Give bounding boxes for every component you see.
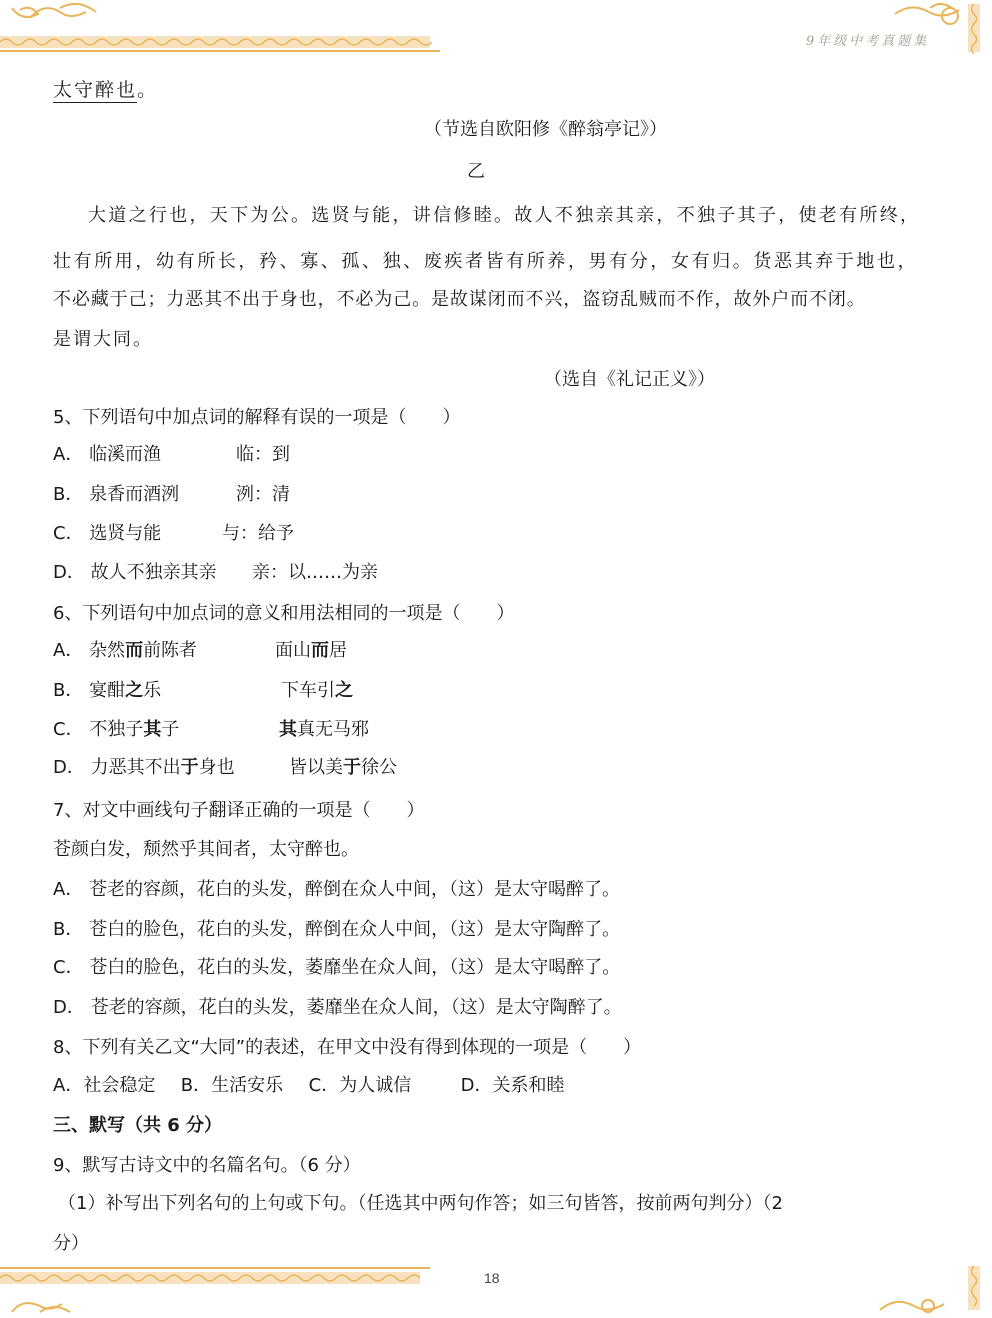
period: 。 <box>137 79 159 101</box>
option-label: D． <box>53 757 85 778</box>
dotted-word: 之 <box>335 680 353 701</box>
dotted-word: 而 <box>311 640 329 661</box>
q6-option-d <box>53 756 235 780</box>
option-text: 为人诚信 <box>339 1075 412 1096</box>
cloud-ornament-icon <box>12 4 96 18</box>
footer-ornament <box>0 1262 992 1314</box>
option-label: A． <box>53 1075 84 1096</box>
option-label: C． <box>53 523 84 544</box>
source-a: （节选自欧阳修《醉翁亭记》） <box>424 119 667 140</box>
option-label: D． <box>460 1075 493 1096</box>
text-part: 杂然 <box>89 640 126 661</box>
option-label: B． <box>53 680 84 701</box>
q5-option-a <box>53 443 161 467</box>
text-part: 不独子 <box>89 719 144 740</box>
q9-stem: 9、默写古诗文中的名篇名句。（6 分） <box>53 1155 361 1176</box>
option-label: B． <box>53 484 84 505</box>
dotted-word: 其 <box>279 719 297 740</box>
passage-a-last-line <box>53 78 158 102</box>
passage-b-line: 壮有所用，幼有所长，矜、寡、孤、独、废疾者皆有所养，男有分，女有归。货恶其弃于地也， <box>53 251 919 272</box>
q5-option-d-gloss: 亲：以……为亲 <box>252 562 378 583</box>
dotted-word: 之 <box>125 680 144 701</box>
q6-option-d-right <box>289 756 397 780</box>
q6-option-b-right <box>281 679 353 703</box>
q6-option-a <box>53 639 197 663</box>
q9-sub1-line2: 分） <box>53 1233 89 1254</box>
footer-border-svg <box>0 1262 992 1314</box>
q6-option-c-right <box>279 718 369 742</box>
option-phrase: 临溪而渔 <box>89 444 162 465</box>
text-part: 徐公 <box>361 757 397 778</box>
option-text: 生活安乐 <box>211 1075 284 1096</box>
q7-option-d <box>53 996 622 1020</box>
q5-option-a-gloss: 临：到 <box>236 444 290 465</box>
text-part: 面山 <box>275 640 311 661</box>
q6-option-a-right <box>275 639 347 663</box>
option-label: B． <box>180 1075 212 1096</box>
option-text: 苍白的脸色，花白的头发，萎靡坐在众人间，（这）是太守喝醉了。 <box>89 957 621 978</box>
q6-option-c <box>53 718 179 742</box>
option-text: 苍白的脸色，花白的头发，醉倒在众人中间，（这）是太守陶醉了。 <box>89 919 621 940</box>
text-part: 下车引 <box>281 680 335 701</box>
dotted-word: 于 <box>343 757 361 778</box>
text-part: 身也 <box>198 757 235 778</box>
q9-sub1-line1: （1）补写出下列名句的上句或下句。（任选其中两句作答；如三句皆答，按前两句判分）（2 <box>58 1193 783 1214</box>
option-text: 关系和睦 <box>492 1075 565 1096</box>
option-text: 社会稳定 <box>83 1075 156 1096</box>
option-text: 苍老的容颜，花白的头发，醉倒在众人中间，（这）是太守喝醉了。 <box>89 879 621 900</box>
text-part: 宴酣 <box>89 680 126 701</box>
q8-options <box>53 1074 565 1098</box>
underlined-sentence: 太守醉也 <box>53 79 138 101</box>
source-b: （选自《礼记正义》） <box>544 369 715 390</box>
text-part: 前陈者 <box>143 640 198 661</box>
text-part: 乐 <box>143 680 162 701</box>
option-label: D． <box>53 562 85 583</box>
dotted-word: 其 <box>143 719 162 740</box>
text-part: 力恶其不出 <box>90 757 181 778</box>
q5-stem: 5、下列语句中加点词的解释有误的一项是（ ） <box>53 407 461 428</box>
q6-stem: 6、下列语句中加点词的意义和用法相同的一项是（ ） <box>53 603 515 624</box>
option-label: A． <box>53 640 84 661</box>
q8-stem: 8、下列有关乙文“大同”的表述，在甲文中没有得到体现的一项是（ ） <box>53 1037 642 1058</box>
q7-option-a <box>53 878 620 902</box>
option-text: 苍老的容颜，花白的头发，萎靡坐在众人间，（这）是太守陶醉了。 <box>90 997 622 1018</box>
option-phrase: 泉香而酒洌 <box>89 484 180 505</box>
q5-option-b <box>53 483 179 507</box>
passage-b-title: 乙 <box>467 161 485 182</box>
text-part: 居 <box>329 640 347 661</box>
q5-option-b-gloss: 洌：清 <box>236 484 290 505</box>
cloud-ornament-footer-icon <box>12 1300 944 1312</box>
option-phrase: 选贤与能 <box>89 523 162 544</box>
text-part: 真无马邪 <box>297 719 369 740</box>
header-title: 9年级中考真题集 <box>806 34 930 49</box>
option-label: A． <box>53 879 84 900</box>
option-label: C． <box>308 1075 340 1096</box>
q5-option-c <box>53 522 161 546</box>
passage-b-line: 大道之行也，天下为公。选贤与能，讲信修睦。故人不独亲其亲，不独子其子，使老有所终， <box>88 205 921 226</box>
q7-option-c <box>53 956 620 980</box>
option-label: A． <box>53 444 84 465</box>
cloud-ornament-right-icon <box>895 4 959 24</box>
option-label: C． <box>53 957 84 978</box>
q7-sentence: 苍颜白发，颓然乎其间者，太守醉也。 <box>53 839 359 860</box>
q7-option-b <box>53 918 620 942</box>
q7-stem: 7、对文中画线句子翻译正确的一项是（ ） <box>53 800 425 821</box>
passage-b-line: 不必藏于己；力恶其不出于身也，不必为己。是故谋闭而不兴，盗窃乱贼而不作，故外户而不闭。 <box>53 289 866 310</box>
dotted-word: 于 <box>180 757 199 778</box>
section-3-title: 三、默写（共 6 分） <box>53 1115 223 1136</box>
text-part: 皆以美 <box>289 757 343 778</box>
option-label: C． <box>53 719 84 740</box>
passage-b-line: 是谓大同。 <box>53 329 153 350</box>
option-label: B． <box>53 919 84 940</box>
dotted-word: 而 <box>125 640 144 661</box>
option-phrase: 故人不独亲其亲 <box>90 562 217 583</box>
page-number: 18 <box>484 1270 500 1286</box>
text-part: 子 <box>161 719 180 740</box>
option-label: D． <box>53 997 85 1018</box>
q6-option-b <box>53 679 161 703</box>
q5-option-c-gloss: 与：给予 <box>222 523 294 544</box>
q5-option-d <box>53 561 217 585</box>
